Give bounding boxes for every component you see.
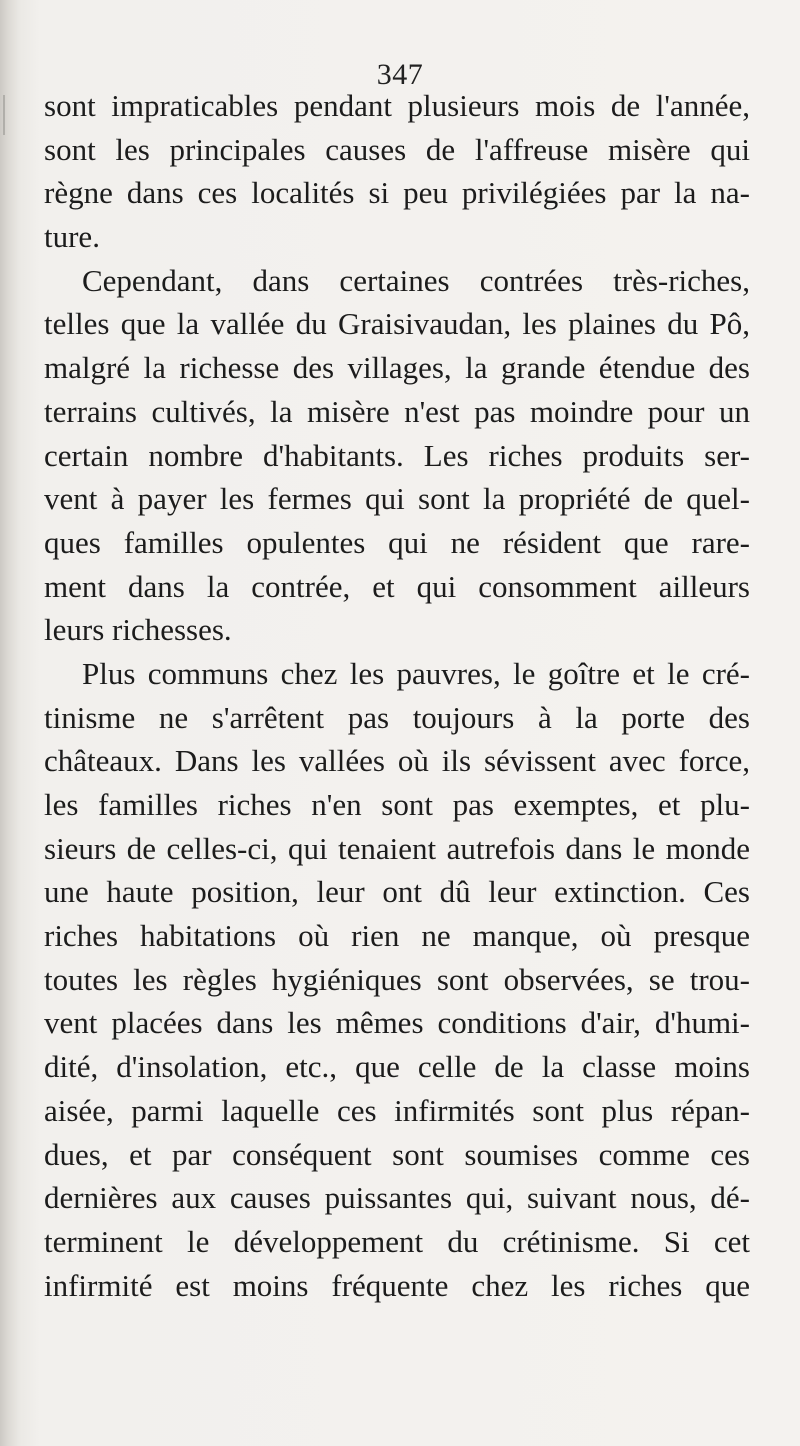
- text-line: infirmité est moins fréquente chez les riches que: [44, 1267, 750, 1303]
- text-line: dité, d'insolation, etc., que celle de la classe moins: [44, 1049, 750, 1085]
- text-line: Cependant, dans certaines contrées très-riches,: [82, 262, 750, 298]
- text-line: Plus communs chez les pauvres, le goître et le cré-: [82, 655, 750, 691]
- text-line: ture.: [44, 219, 100, 255]
- text-line: sont impraticables pendant plusieurs mois de l'année,: [44, 88, 750, 123]
- text-line: sieurs de celles-ci, qui tenaient autrefois dans le monde: [44, 830, 750, 866]
- binding-edge-mark: [3, 95, 5, 135]
- text-line: terrains cultivés, la misère n'est pas moindre pour un: [44, 393, 750, 429]
- text-line: riches habitations où rien ne manque, où presque: [44, 918, 750, 954]
- body-text: [44, 84, 750, 1307]
- text-line: dernières aux causes puissantes qui, suivant nous, dé-: [44, 1180, 750, 1216]
- text-line: sont les principales causes de l'affreuse misère qui: [44, 131, 750, 167]
- text-line: aisée, parmi laquelle ces infirmités sont plus répan-: [44, 1092, 750, 1128]
- text-line: tinisme ne s'arrêtent pas toujours à la porte des: [44, 699, 750, 735]
- text-line: ment dans la contrée, et qui consomment ailleurs: [44, 568, 750, 604]
- text-line: ques familles opulentes qui ne résident que rare-: [44, 524, 750, 560]
- text-line: toutes les règles hygiéniques sont observées, se trou-: [44, 961, 750, 997]
- text-line: dues, et par conséquent sont soumises comme ces: [44, 1136, 750, 1172]
- text-line: vent placées dans les mêmes conditions d'air, d'humi-: [44, 1005, 750, 1041]
- text-line: les familles riches n'en sont pas exemptes, et plu-: [44, 787, 750, 822]
- text-line: terminent le développement du crétinisme. Si cet: [44, 1223, 750, 1259]
- text-line: telles que la vallée du Graisivaudan, les plaines du Pô,: [44, 306, 750, 342]
- text-line: leurs richesses.: [44, 612, 232, 648]
- text-line: vent à payer les fermes qui sont la propriété de quel-: [44, 481, 750, 517]
- text-line: châteaux. Dans les vallées où ils sévissent avec force,: [44, 743, 750, 779]
- text-line: malgré la richesse des villages, la grande étendue des: [44, 350, 750, 386]
- text-line: règne dans ces localités si peu privilégiées par la na-: [44, 175, 750, 211]
- page-number: 347: [376, 58, 424, 91]
- text-line: certain nombre d'habitants. Les riches produits ser-: [44, 437, 750, 473]
- text-line: une haute position, leur ont dû leur extinction. Ces: [44, 874, 750, 910]
